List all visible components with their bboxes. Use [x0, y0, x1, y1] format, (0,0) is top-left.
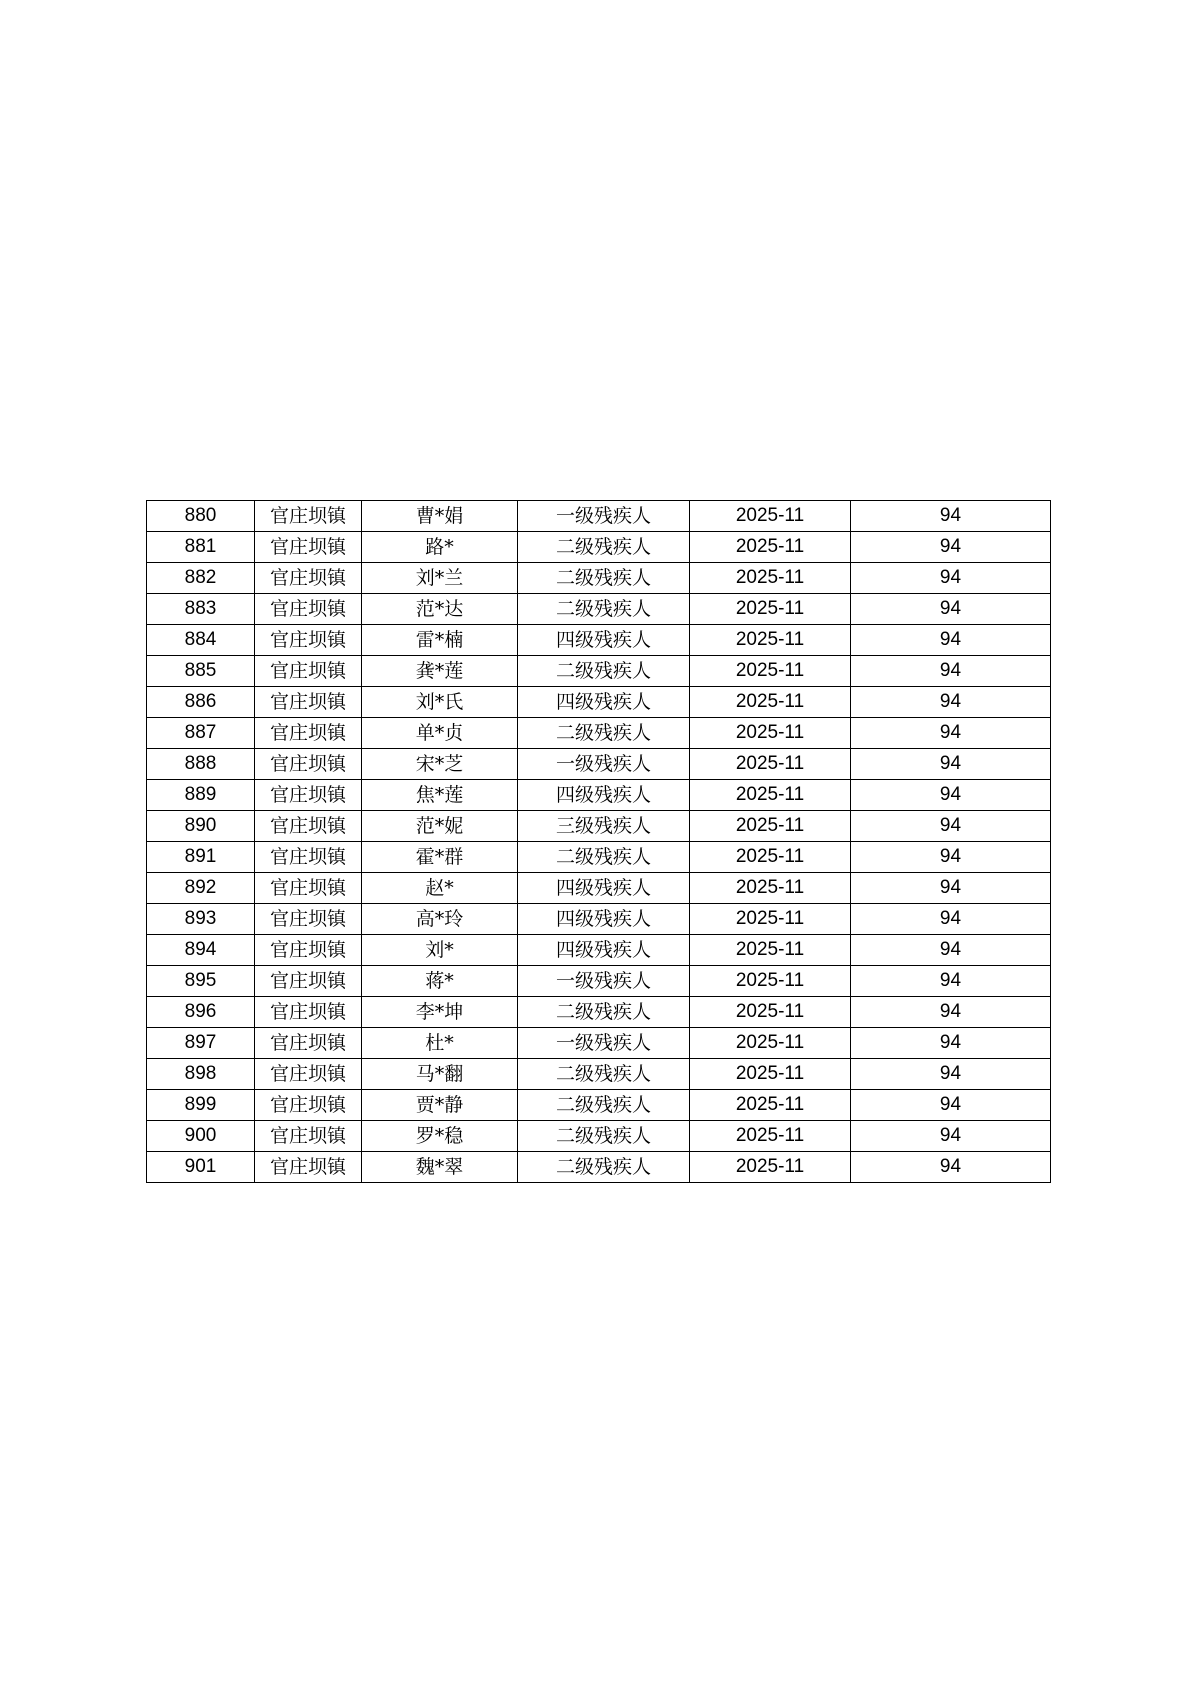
amount-cell: 94: [851, 718, 1051, 749]
table-row: [147, 687, 1051, 718]
town-cell: 官庄坝镇: [255, 1152, 362, 1183]
serial-number-cell: 891: [147, 842, 255, 873]
issue-month-cell: 2025-11: [690, 1059, 851, 1090]
disability-level-cell: 四级残疾人: [518, 625, 690, 656]
amount-cell: 94: [851, 873, 1051, 904]
amount-cell: 94: [851, 532, 1051, 563]
amount-cell: 94: [851, 1059, 1051, 1090]
disability-level-cell: 三级残疾人: [518, 811, 690, 842]
disability-level-cell: 一级残疾人: [518, 1028, 690, 1059]
town-cell: 官庄坝镇: [255, 749, 362, 780]
amount-cell: 94: [851, 1090, 1051, 1121]
table-row: [147, 1090, 1051, 1121]
serial-number-cell: 882: [147, 563, 255, 594]
name-cell: 李*坤: [362, 997, 518, 1028]
serial-number-cell: 889: [147, 780, 255, 811]
disability-level-cell: 二级残疾人: [518, 718, 690, 749]
disability-level-cell: 二级残疾人: [518, 997, 690, 1028]
serial-number-cell: 897: [147, 1028, 255, 1059]
amount-cell: 94: [851, 687, 1051, 718]
disability-level-cell: 四级残疾人: [518, 873, 690, 904]
table-row: [147, 780, 1051, 811]
issue-month-cell: 2025-11: [690, 501, 851, 532]
name-cell: 魏*翠: [362, 1152, 518, 1183]
disability-level-cell: 四级残疾人: [518, 935, 690, 966]
name-cell: 赵*: [362, 873, 518, 904]
amount-cell: 94: [851, 594, 1051, 625]
town-cell: 官庄坝镇: [255, 563, 362, 594]
serial-number-cell: 880: [147, 501, 255, 532]
serial-number-cell: 881: [147, 532, 255, 563]
issue-month-cell: 2025-11: [690, 966, 851, 997]
serial-number-cell: 900: [147, 1121, 255, 1152]
issue-month-cell: 2025-11: [690, 1028, 851, 1059]
serial-number-cell: 894: [147, 935, 255, 966]
town-cell: 官庄坝镇: [255, 1028, 362, 1059]
amount-cell: 94: [851, 935, 1051, 966]
issue-month-cell: 2025-11: [690, 1090, 851, 1121]
town-cell: 官庄坝镇: [255, 904, 362, 935]
name-cell: 雷*楠: [362, 625, 518, 656]
disability-level-cell: 四级残疾人: [518, 780, 690, 811]
disability-level-cell: 二级残疾人: [518, 532, 690, 563]
issue-month-cell: 2025-11: [690, 935, 851, 966]
name-cell: 单*贞: [362, 718, 518, 749]
issue-month-cell: 2025-11: [690, 904, 851, 935]
name-cell: 罗*稳: [362, 1121, 518, 1152]
amount-cell: 94: [851, 749, 1051, 780]
serial-number-cell: 896: [147, 997, 255, 1028]
name-cell: 霍*群: [362, 842, 518, 873]
amount-cell: 94: [851, 780, 1051, 811]
table-row: [147, 811, 1051, 842]
name-cell: 曹*娟: [362, 501, 518, 532]
town-cell: 官庄坝镇: [255, 594, 362, 625]
disability-level-cell: 四级残疾人: [518, 687, 690, 718]
amount-cell: 94: [851, 1028, 1051, 1059]
serial-number-cell: 895: [147, 966, 255, 997]
table-row: [147, 718, 1051, 749]
table-row: [147, 749, 1051, 780]
amount-cell: 94: [851, 625, 1051, 656]
town-cell: 官庄坝镇: [255, 718, 362, 749]
table-row: [147, 997, 1051, 1028]
name-cell: 范*达: [362, 594, 518, 625]
amount-cell: 94: [851, 997, 1051, 1028]
name-cell: 焦*莲: [362, 780, 518, 811]
serial-number-cell: 890: [147, 811, 255, 842]
name-cell: 刘*兰: [362, 563, 518, 594]
serial-number-cell: 898: [147, 1059, 255, 1090]
town-cell: 官庄坝镇: [255, 935, 362, 966]
town-cell: 官庄坝镇: [255, 532, 362, 563]
issue-month-cell: 2025-11: [690, 842, 851, 873]
amount-cell: 94: [851, 563, 1051, 594]
name-cell: 杜*: [362, 1028, 518, 1059]
issue-month-cell: 2025-11: [690, 749, 851, 780]
table-body: [147, 501, 1051, 1183]
serial-number-cell: 888: [147, 749, 255, 780]
table-row: [147, 1121, 1051, 1152]
disability-level-cell: 二级残疾人: [518, 656, 690, 687]
amount-cell: 94: [851, 842, 1051, 873]
serial-number-cell: 893: [147, 904, 255, 935]
town-cell: 官庄坝镇: [255, 873, 362, 904]
disability-level-cell: 二级残疾人: [518, 563, 690, 594]
town-cell: 官庄坝镇: [255, 997, 362, 1028]
issue-month-cell: 2025-11: [690, 811, 851, 842]
name-cell: 马*翻: [362, 1059, 518, 1090]
table-row: [147, 656, 1051, 687]
name-cell: 宋*芝: [362, 749, 518, 780]
disability-level-cell: 一级残疾人: [518, 749, 690, 780]
subsidy-roster-table: [146, 500, 1051, 1183]
amount-cell: 94: [851, 811, 1051, 842]
table-row: [147, 563, 1051, 594]
town-cell: 官庄坝镇: [255, 501, 362, 532]
serial-number-cell: 892: [147, 873, 255, 904]
disability-level-cell: 二级残疾人: [518, 1152, 690, 1183]
issue-month-cell: 2025-11: [690, 780, 851, 811]
issue-month-cell: 2025-11: [690, 873, 851, 904]
name-cell: 范*妮: [362, 811, 518, 842]
town-cell: 官庄坝镇: [255, 966, 362, 997]
disability-level-cell: 一级残疾人: [518, 966, 690, 997]
table-row: [147, 842, 1051, 873]
table-row: [147, 532, 1051, 563]
disability-level-cell: 二级残疾人: [518, 594, 690, 625]
serial-number-cell: 887: [147, 718, 255, 749]
name-cell: 龚*莲: [362, 656, 518, 687]
table-row: [147, 594, 1051, 625]
issue-month-cell: 2025-11: [690, 718, 851, 749]
town-cell: 官庄坝镇: [255, 1059, 362, 1090]
town-cell: 官庄坝镇: [255, 687, 362, 718]
name-cell: 路*: [362, 532, 518, 563]
name-cell: 刘*氏: [362, 687, 518, 718]
table-row: [147, 1059, 1051, 1090]
town-cell: 官庄坝镇: [255, 625, 362, 656]
serial-number-cell: 899: [147, 1090, 255, 1121]
table-row: [147, 1028, 1051, 1059]
table-row: [147, 904, 1051, 935]
name-cell: 贾*静: [362, 1090, 518, 1121]
name-cell: 高*玲: [362, 904, 518, 935]
table-row: [147, 501, 1051, 532]
town-cell: 官庄坝镇: [255, 811, 362, 842]
table-row: [147, 873, 1051, 904]
town-cell: 官庄坝镇: [255, 842, 362, 873]
amount-cell: 94: [851, 656, 1051, 687]
issue-month-cell: 2025-11: [690, 1121, 851, 1152]
amount-cell: 94: [851, 1152, 1051, 1183]
table-row: [147, 1152, 1051, 1183]
amount-cell: 94: [851, 1121, 1051, 1152]
disability-level-cell: 一级残疾人: [518, 501, 690, 532]
table-row: [147, 935, 1051, 966]
serial-number-cell: 884: [147, 625, 255, 656]
serial-number-cell: 886: [147, 687, 255, 718]
town-cell: 官庄坝镇: [255, 1090, 362, 1121]
serial-number-cell: 901: [147, 1152, 255, 1183]
issue-month-cell: 2025-11: [690, 1152, 851, 1183]
issue-month-cell: 2025-11: [690, 625, 851, 656]
name-cell: 刘*: [362, 935, 518, 966]
disability-level-cell: 四级残疾人: [518, 904, 690, 935]
town-cell: 官庄坝镇: [255, 656, 362, 687]
issue-month-cell: 2025-11: [690, 594, 851, 625]
town-cell: 官庄坝镇: [255, 1121, 362, 1152]
table-row: [147, 625, 1051, 656]
serial-number-cell: 885: [147, 656, 255, 687]
disability-level-cell: 二级残疾人: [518, 1059, 690, 1090]
disability-level-cell: 二级残疾人: [518, 1090, 690, 1121]
town-cell: 官庄坝镇: [255, 780, 362, 811]
amount-cell: 94: [851, 501, 1051, 532]
issue-month-cell: 2025-11: [690, 563, 851, 594]
issue-month-cell: 2025-11: [690, 687, 851, 718]
serial-number-cell: 883: [147, 594, 255, 625]
name-cell: 蒋*: [362, 966, 518, 997]
issue-month-cell: 2025-11: [690, 656, 851, 687]
disability-level-cell: 二级残疾人: [518, 842, 690, 873]
disability-level-cell: 二级残疾人: [518, 1121, 690, 1152]
table-row: [147, 966, 1051, 997]
amount-cell: 94: [851, 904, 1051, 935]
issue-month-cell: 2025-11: [690, 532, 851, 563]
amount-cell: 94: [851, 966, 1051, 997]
issue-month-cell: 2025-11: [690, 997, 851, 1028]
